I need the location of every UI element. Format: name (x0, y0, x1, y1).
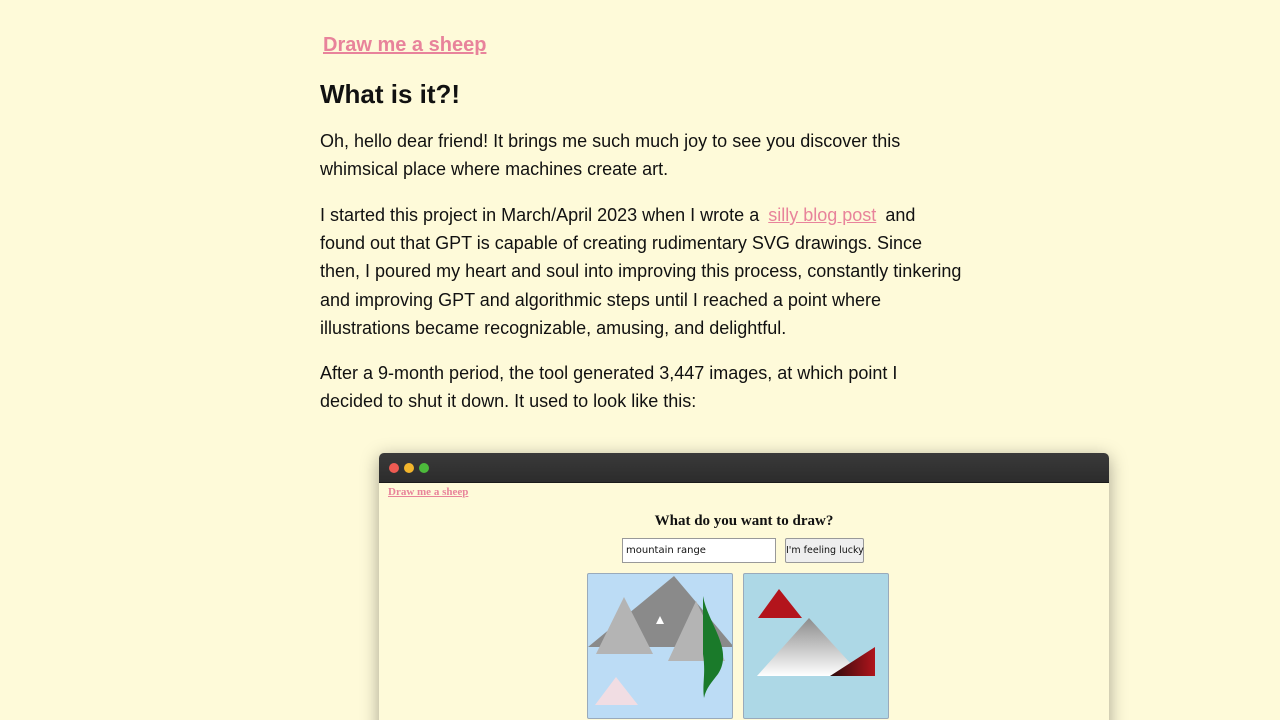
tree-shape (703, 596, 723, 698)
window-titlebar (379, 453, 1109, 483)
shutdown-paragraph: After a 9-month period, the tool generated 3,447 images, at which point I decided to shut it down. It used to look like this: (320, 363, 898, 412)
small-hill-shape (595, 677, 638, 705)
screenshot-heading: What do you want to draw? (654, 513, 834, 529)
maximize-dot-icon (419, 463, 429, 473)
screenshot-prompt-input (622, 538, 776, 563)
app-screenshot-window (379, 453, 1109, 720)
intro-paragraph: Oh, hello dear friend! It brings me such much joy to see you discover this whimsical place where machines create art. (320, 131, 901, 180)
blog-post-link[interactable]: silly blog post (768, 205, 877, 225)
history-paragraph (320, 201, 965, 342)
history-text-before: I started this project in March/April 2023 when I wrote a (320, 205, 760, 225)
screenshot-site-link: Draw me a sheep (388, 486, 469, 498)
red-triangle-shape (758, 589, 802, 618)
site-title-link[interactable]: Draw me a sheep (323, 34, 487, 56)
history-text-after: and found out that GPT is capable of creating rudimentary SVG drawings. Since then, I poured my heart and soul into improving this process, constantly tinkering and improving GPT and algorithmic steps until I reached a point where illustrations became recognizable, amusing, and delightful. (320, 205, 962, 338)
page-heading: What is it?! (320, 79, 461, 109)
minimize-dot-icon (404, 463, 414, 473)
screenshot-lucky-button: I'm feeling lucky (785, 538, 864, 563)
drawing-card-mountains (587, 573, 733, 719)
close-dot-icon (389, 463, 399, 473)
drawing-card-peaks (743, 573, 889, 719)
